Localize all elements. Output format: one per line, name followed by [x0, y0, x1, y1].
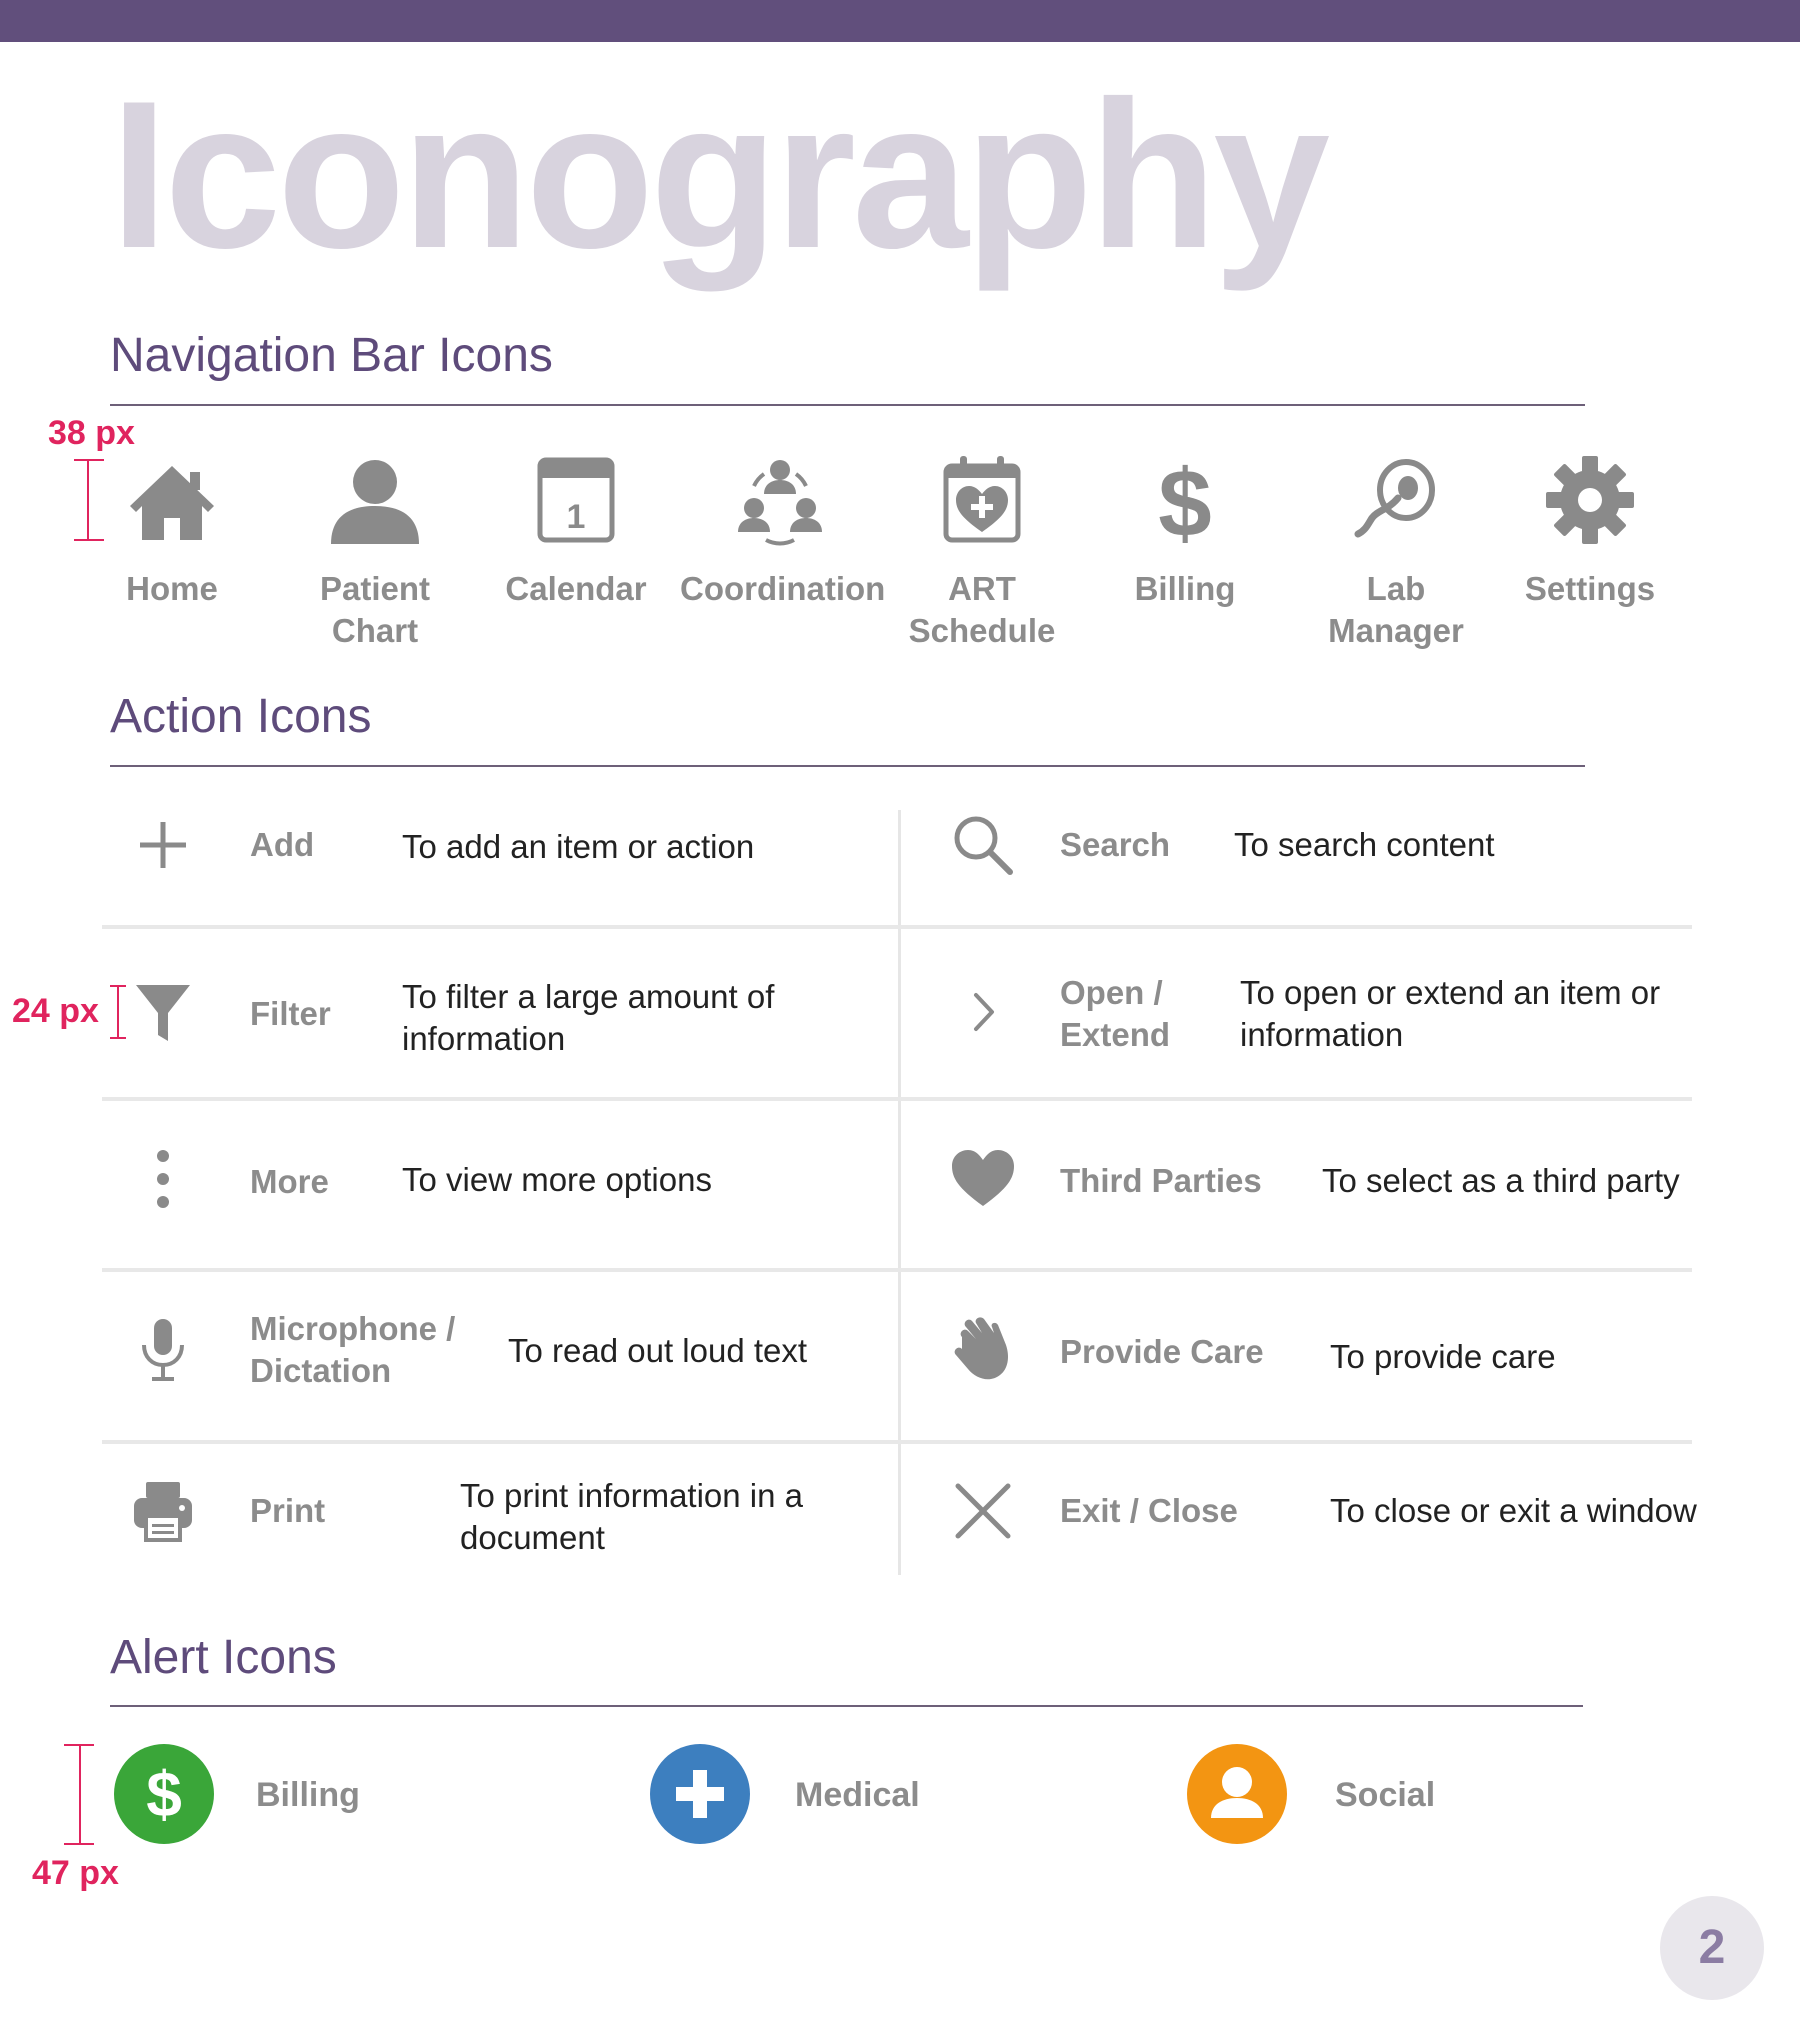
- sperm-icon: [1348, 452, 1444, 548]
- row-divider: [102, 925, 1692, 929]
- filter-icon: [128, 977, 198, 1047]
- alert-icon-dimension-label: 47 px: [32, 1854, 119, 1892]
- action-name: Microphone / Dictation: [250, 1310, 456, 1389]
- svg-text:1: 1: [566, 498, 586, 536]
- dimension-marker: [110, 1037, 126, 1039]
- action-description: To open or extend an item or information: [1240, 974, 1661, 1053]
- action-name: Filter: [250, 995, 331, 1032]
- nav-item-home: [72, 452, 272, 610]
- action-description: To search content: [1234, 826, 1495, 863]
- nav-item-patient-chart: [275, 452, 475, 652]
- action-description: To view more options: [402, 1161, 712, 1198]
- page-title: Iconography: [110, 57, 1327, 292]
- social-alert-icon: [1187, 1744, 1287, 1844]
- page-number: 2: [1660, 1896, 1764, 2000]
- nav-label: Patient Chart: [319, 570, 431, 649]
- section-divider: [110, 404, 1585, 406]
- nav-item-settings: [1490, 452, 1690, 610]
- chevron-right-icon: [948, 977, 1018, 1047]
- alert-label: Billing: [256, 1776, 360, 1814]
- row-divider: [102, 1268, 1692, 1272]
- action-name: Add: [250, 826, 315, 863]
- nav-label: Lab Manager: [1328, 570, 1464, 649]
- action-name: Print: [250, 1492, 326, 1529]
- action-description: To select as a third party: [1322, 1162, 1680, 1199]
- section-title-navigation: Navigation Bar Icons: [110, 329, 553, 382]
- row-divider: [102, 1097, 1692, 1101]
- calendar-heart-icon: [934, 452, 1030, 548]
- svg-text:$: $: [1158, 452, 1212, 548]
- action-description: To close or exit a window: [1330, 1492, 1697, 1529]
- billing-alert-icon: [114, 1744, 214, 1844]
- action-name: Open / Extend: [1060, 974, 1171, 1053]
- action-name: Third Parties: [1060, 1162, 1262, 1199]
- action-name: Exit / Close: [1060, 1492, 1238, 1529]
- nav-item-lab-manager: [1296, 452, 1496, 652]
- action-description: To add an item or action: [402, 828, 755, 865]
- medical-alert-icon: [650, 1744, 750, 1844]
- svg-text:$: $: [146, 1758, 182, 1830]
- alert-label: Social: [1335, 1776, 1436, 1814]
- alert-label: Medical: [795, 1776, 920, 1814]
- heart-icon: [948, 1144, 1018, 1214]
- group-icon: [732, 452, 828, 548]
- calendar-icon: [528, 452, 624, 548]
- dollar-icon: [1137, 452, 1233, 548]
- action-name: More: [250, 1163, 329, 1200]
- nav-label: Home: [126, 570, 218, 607]
- nav-item-coordination: [680, 452, 886, 610]
- dimension-marker: [79, 1744, 81, 1843]
- close-icon: [948, 1476, 1018, 1546]
- home-icon: [124, 452, 220, 548]
- gear-icon: [1542, 452, 1638, 548]
- section-divider: [110, 765, 1585, 767]
- section-title-action: Action Icons: [110, 690, 372, 743]
- nav-item-calendar: [476, 452, 676, 610]
- dimension-marker: [117, 985, 119, 1037]
- search-icon: [948, 810, 1018, 880]
- section-divider: [110, 1705, 1583, 1707]
- action-description: To read out loud text: [508, 1332, 808, 1369]
- dimension-marker: [64, 1843, 94, 1845]
- nav-item-art-schedule: [882, 452, 1082, 652]
- nav-label: Coordination: [680, 570, 886, 607]
- action-description: To provide care: [1330, 1338, 1556, 1375]
- microphone-icon: [128, 1315, 198, 1385]
- row-divider: [102, 1440, 1692, 1444]
- more-vertical-icon: [128, 1144, 198, 1214]
- nav-label: Calendar: [505, 570, 647, 607]
- action-name: Search: [1060, 826, 1171, 863]
- nav-label: ART Schedule: [908, 570, 1056, 649]
- header-bar: [0, 0, 1800, 42]
- nav-label: Settings: [1524, 570, 1656, 607]
- nav-label: Billing: [1134, 570, 1236, 607]
- action-description: To filter a large amount of information: [402, 978, 775, 1057]
- hand-icon: [948, 1315, 1018, 1385]
- action-icon-dimension-label: 24 px: [12, 992, 99, 1030]
- person-icon: [327, 452, 423, 548]
- nav-item-billing: [1085, 452, 1285, 610]
- nav-icon-dimension-label: 38 px: [48, 414, 135, 452]
- plus-icon: [128, 810, 198, 880]
- printer-icon: [128, 1476, 198, 1546]
- section-title-alert: Alert Icons: [110, 1631, 337, 1684]
- action-description: To print information in a document: [460, 1477, 804, 1556]
- action-name: Provide Care: [1060, 1333, 1264, 1370]
